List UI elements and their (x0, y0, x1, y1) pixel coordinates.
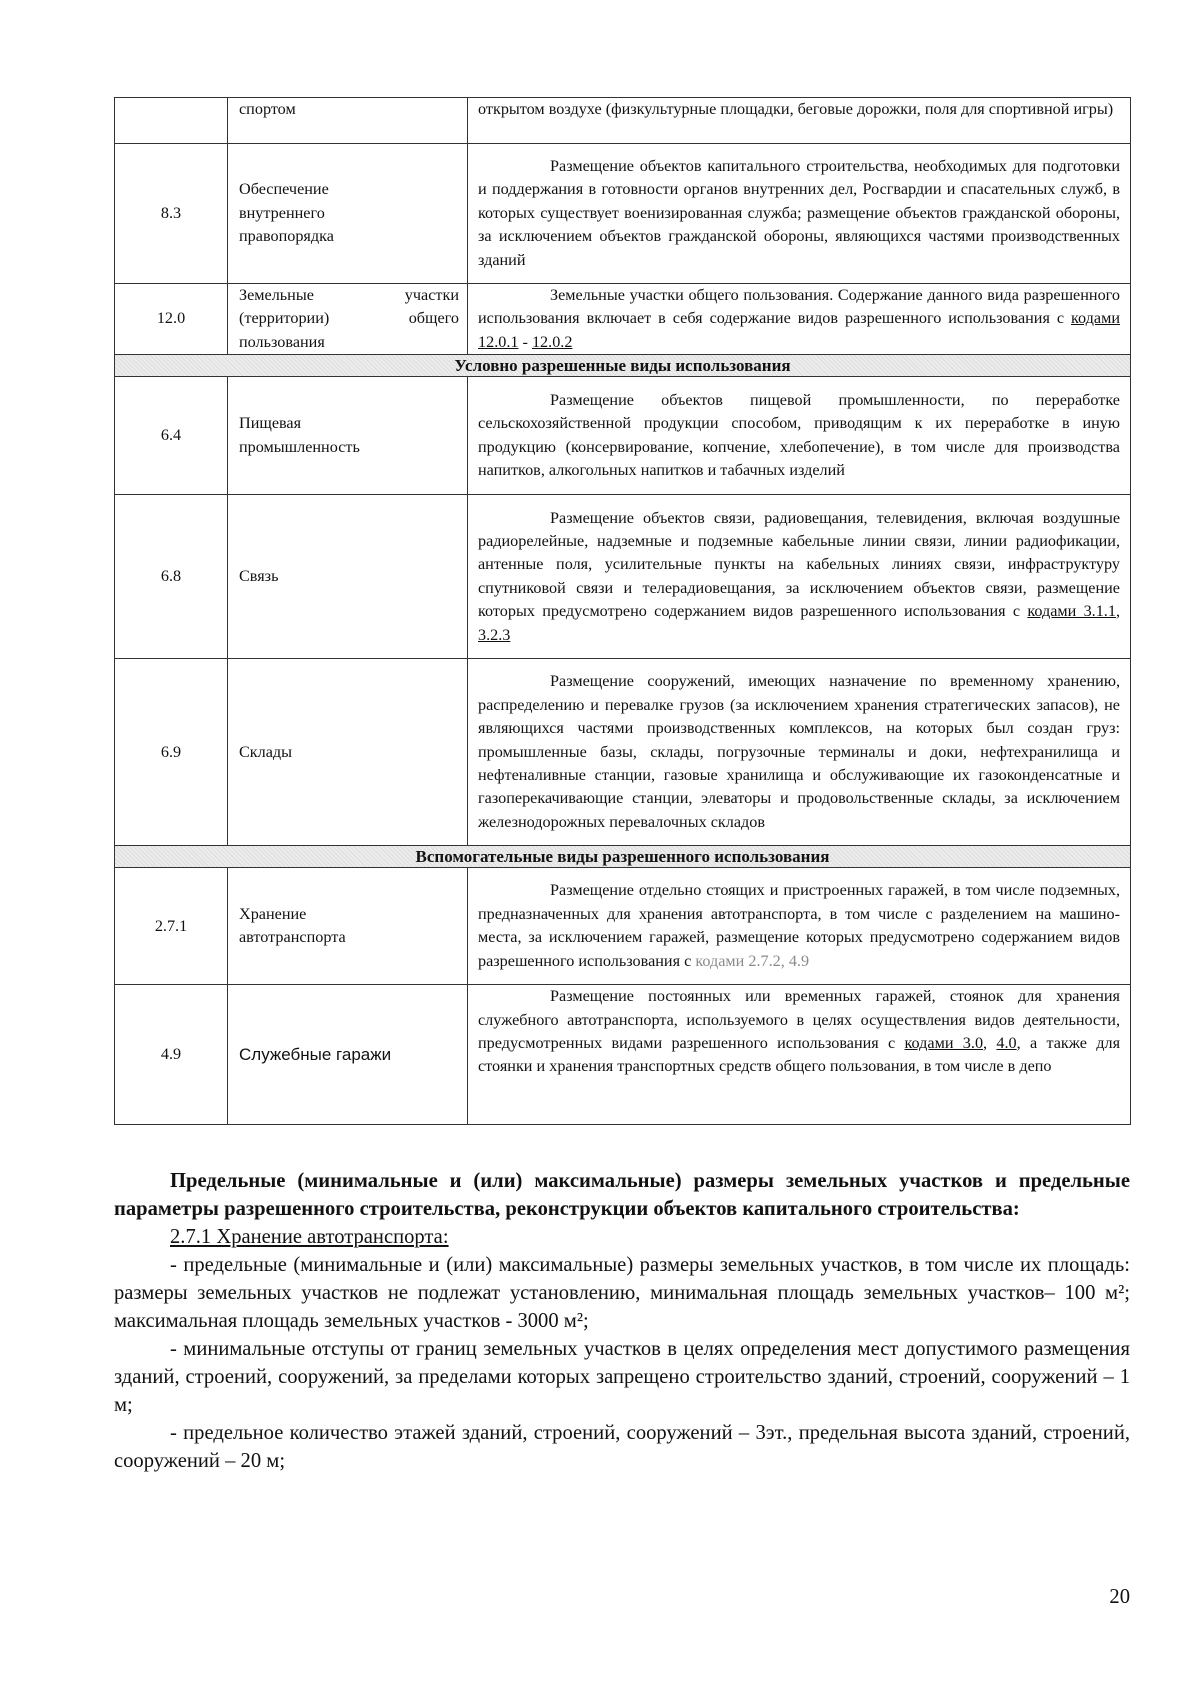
name-line: правопорядка (239, 227, 334, 246)
name-cell (228, 144, 468, 284)
description-cell: Размещение объектов капитального строительства, необходимых для подготовки и поддержания в готовности органов внутренних дел, Росгвардии и спасательных служб, в которых существует военизированная служба; размещение объектов гражданской обороны, за исключением объектов гражданской обороны, являющихся частями производственных зданий (468, 144, 1131, 284)
name-word: (территории) (239, 309, 330, 328)
description-cell: открытом воздухе (физкультурные площадки, беговые дорожки, поля для спортивной игры) (468, 98, 1131, 144)
section-header-conditional: Условно разрешенные виды использования (115, 355, 1131, 377)
name-line: внутреннего (239, 203, 325, 222)
separator: , (983, 1034, 997, 1053)
code-cell: 6.4 (115, 377, 228, 495)
name-line: пользования (239, 332, 325, 351)
description-cell (468, 495, 1131, 659)
subheading-text: 2.7.1 Хранение автотранспорта: (170, 1226, 449, 1248)
table-row (115, 868, 1131, 985)
subheading (114, 1223, 1130, 1251)
code-link[interactable]: 4.0 (996, 1034, 1017, 1053)
code-cell: 6.8 (115, 495, 228, 659)
table-row (115, 98, 1131, 144)
name-line (239, 307, 459, 330)
page-number: 20 (1109, 1586, 1130, 1608)
name-cell: спортом (228, 98, 468, 144)
code-link[interactable]: кодами 3.0 (904, 1034, 984, 1053)
code-link[interactable]: кодами 12.0.1 (478, 309, 1120, 351)
name-word: участки (404, 286, 459, 304)
name-line: Пищевая (239, 414, 302, 433)
name-cell: Связь (228, 495, 468, 659)
table-row (115, 495, 1131, 659)
name-cell (228, 868, 468, 985)
description-text: Размещение отдельно стоящих и пристроенных гаражей, в том числе подземных, предназначенных для хранения автотранспорта, в том числе с разделением на машино-места, за исключением гаражей, размещение которых предусмотрено содержанием видов разрешенного использования с (478, 881, 1120, 970)
land-use-table (114, 97, 1131, 1125)
faint-codes: кодами 2.7.2, 4.9 (695, 951, 810, 970)
description-cell (468, 868, 1131, 985)
code-cell: 8.3 (115, 144, 228, 284)
name-line: автотранспорта (239, 928, 346, 947)
description-text: Размещение постоянных или временных гаражей, стоянок для хранения служебного автотранспорта, используемого в целях осуществления видов деятельности, предусмотренных видами разрешенного использования с (478, 987, 1120, 1053)
name-cell (228, 377, 468, 495)
section-header-row (115, 355, 1131, 377)
code-link[interactable]: 3.2.3 (478, 625, 511, 644)
code-link[interactable]: кодами 3.1.1 (1027, 602, 1116, 621)
name-cell: Склады (228, 659, 468, 846)
table-row (115, 144, 1131, 284)
paragraph: - минимальные отступы от границ земельных участков в целях определения мест допустимого размещения зданий, строений, сооружений, за пределами которых запрещено строительство зданий, строений, сооружений – 1 м; (114, 1338, 1130, 1416)
paragraph: - предельное количество этажей зданий, строений, сооружений – 3эт., предельная высота зданий, строений, сооружений – 20 м; (114, 1422, 1130, 1472)
paragraph: - предельные (минимальные и (или) максимальные) размеры земельных участков, в том числе их площадь: размеры земельных участков не подлежат установлению, минимальная площадь земельных участков– 100 м²; максимальная площадь земельных участков - 3000 м²; (114, 1254, 1130, 1332)
name-word: общего (408, 309, 459, 328)
description-cell (468, 284, 1131, 355)
name-line (239, 284, 459, 307)
description-text: Размещение объектов связи, радиовещания, телевидения, включая воздушные радиорелейные, надземные и подземные кабельные линии связи, линии радиофикации, антенные поля, усилительные пункты на кабельных линиях связи, инфраструктуру спутниковой связи и телерадиовещания, за исключением объектов связи, размещение которых предусмотрено содержанием видов разрешенного использования с (478, 508, 1120, 621)
limits-section (114, 1167, 1130, 1475)
code-cell: 4.9 (115, 985, 228, 1125)
table-row (115, 284, 1131, 355)
section-header-row (115, 846, 1131, 868)
name-line: промышленность (239, 437, 360, 456)
description-cell (468, 985, 1131, 1125)
code-cell (115, 98, 228, 144)
table-row (115, 985, 1131, 1125)
table-row (115, 659, 1131, 846)
code-link[interactable]: 12.0.2 (531, 332, 573, 351)
section-heading: Предельные (минимальные и (или) максимальные) размеры земельных участков и предельные параметры разрешенного строительства, реконструкции объектов капитального строительства: (114, 1170, 1130, 1220)
description-text: , а также для стоянки и хранения транспортных средств общего пользования, в том числе в депо (478, 1034, 1121, 1076)
name-word: Земельные (239, 286, 314, 304)
separator: - (518, 332, 532, 351)
description-cell: Размещение сооружений, имеющих назначение по временному хранению, распределению и перевалке грузов (за исключением хранения стратегических запасов), не являющихся частями производственных комплексов, на которых был создан груз: промышленные базы, склады, погрузочные терминалы и доки, нефтехранилища и нефтеналивные станции, газовые хранилища и обслуживающие их газоконденсатные и газоперекачивающие станции, элеваторы и продовольственные склады, за исключением железнодорожных перевалочных складов (468, 659, 1131, 846)
name-cell: Служебные гаражи (228, 985, 468, 1125)
description-text: Земельные участки общего пользования. Содержание данного вида разрешенного использования включает в себя содержание видов разрешенного использования с (478, 286, 1120, 328)
section-header-auxiliary: Вспомогательные виды разрешенного использования (115, 846, 1131, 868)
code-cell: 2.7.1 (115, 868, 228, 985)
name-line: Хранение (239, 904, 307, 923)
table-row (115, 377, 1131, 495)
name-line: Обеспечение (239, 180, 329, 199)
description-cell: Размещение объектов пищевой промышленности, по переработке сельскохозяйственной продукции способом, приводящим к их переработке в иную продукцию (консервирование, копчение, хлебопечение), в том числе для производства напитков, алкогольных напитков и табачных изделий (468, 377, 1131, 495)
code-cell: 6.9 (115, 659, 228, 846)
code-cell: 12.0 (115, 284, 228, 355)
separator: , (1115, 602, 1120, 621)
name-cell (228, 284, 468, 355)
